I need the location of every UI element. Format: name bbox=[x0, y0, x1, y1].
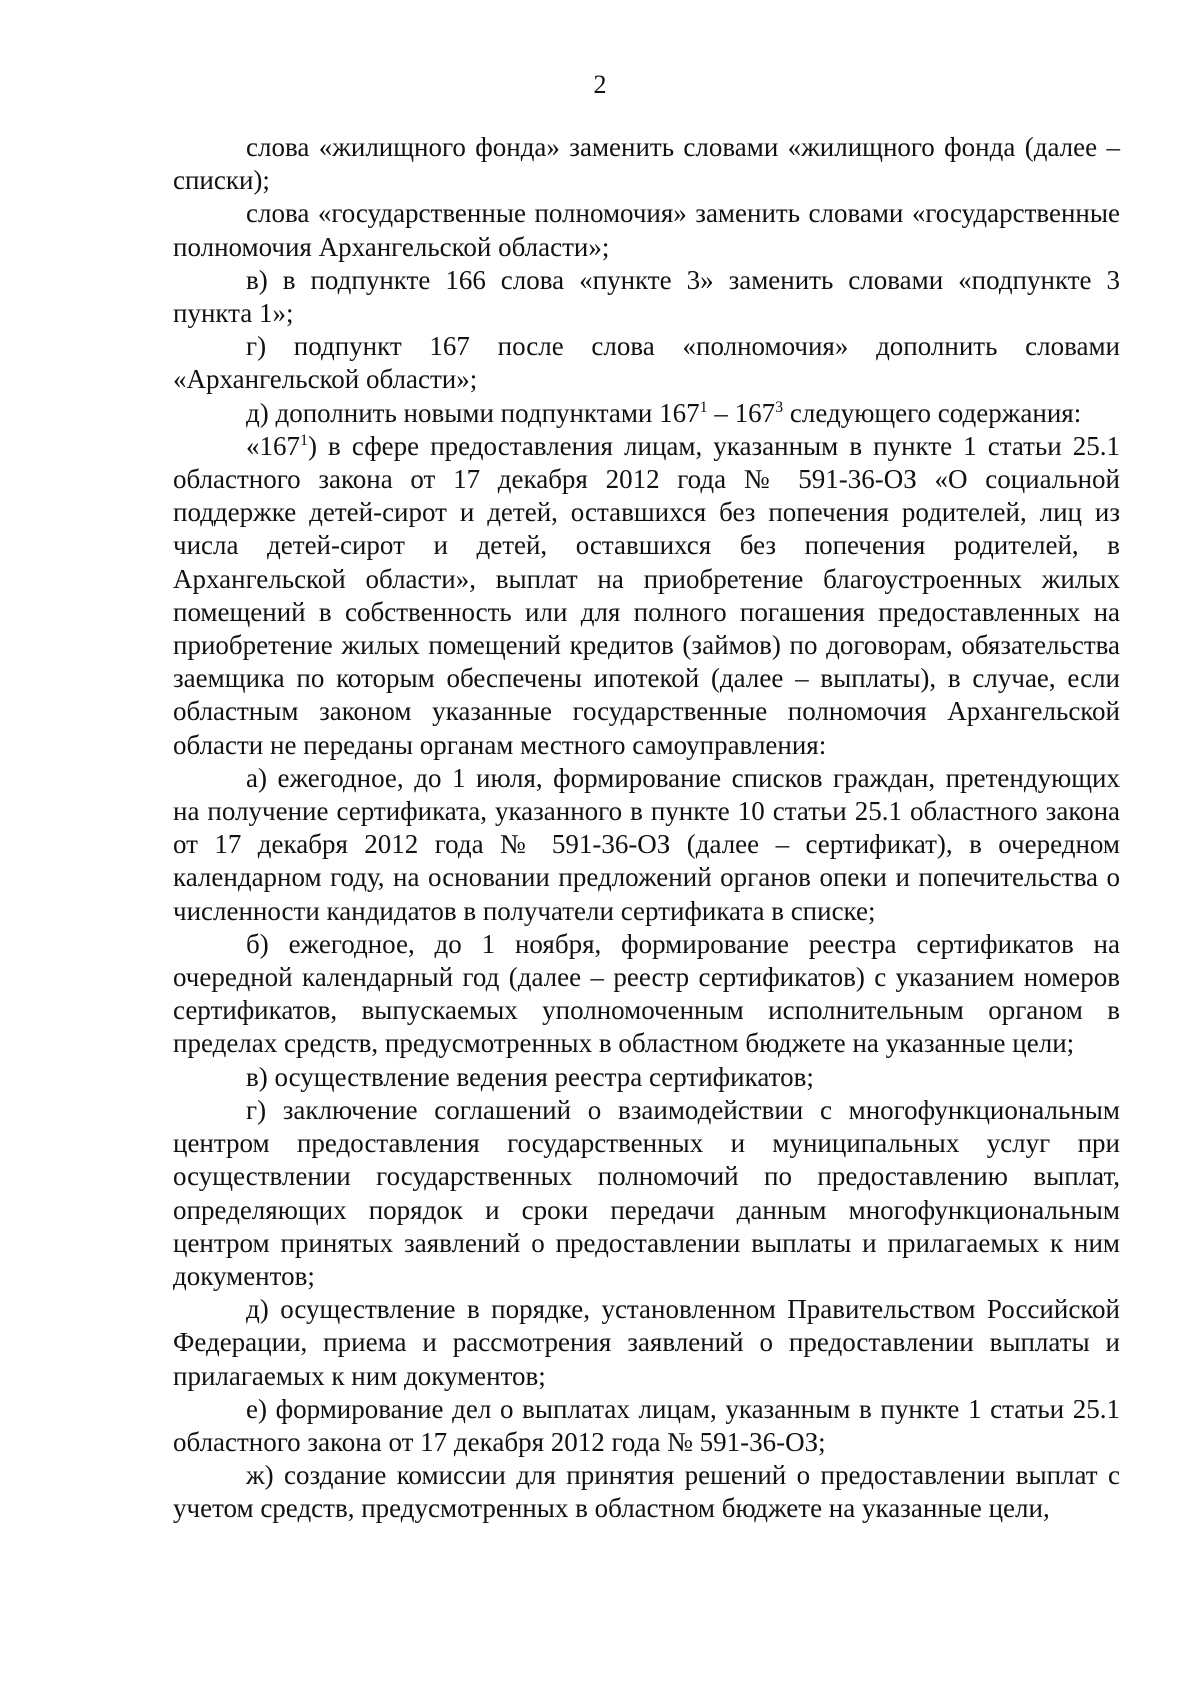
paragraph-text: следующего содержания: bbox=[783, 397, 1082, 428]
paragraph-text: ) в сфере предоставления лицам, указанным в пункте 1 статьи 25.1 областного закона от 17 декабря 2012 года № 591-36-ОЗ «О социальной поддержке детей-сирот и детей, оставшихся без попечения родителей, лиц из числа детей-сирот и детей, оставшихся без попечения родителей, в Архангельской области», выплат на приобретение благоустроенных жилых помещений в собственность или для полного погашения предоставленных на приобретение жилых помещений кредитов (займов) по договорам, обязательства заемщика по которым обеспечены ипотекой (далее – выплаты), в случае, если областным законом указанные государственные полномочия Архангельской области не переданы органам местного самоуправления: bbox=[173, 430, 1120, 760]
paragraph: а) ежегодное, до 1 июля, формирование списков граждан, претендующих на получение сертификата, указанного в пункте 10 статьи 25.1 областного закона от 17 декабря 2012 года № 591-36-ОЗ (далее – сертификат), в очередном календарном году, на основании предложений органов опеки и попечительства о численности кандидатов в получатели сертификата в списке; bbox=[173, 762, 1120, 926]
paragraph: д) осуществление в порядке, установленном Правительством Российской Федерации, приема и рассмотрения заявлений о предоставлении выплаты и прилагаемых к ним документов; bbox=[173, 1294, 1120, 1391]
paragraph: слова «жилищного фонда» заменить словами «жилищного фонда (далее – списки); bbox=[173, 132, 1120, 196]
paragraph: г) заключение соглашений о взаимодействии с многофункциональным центром предоставления государственных и муниципальных услуг при осуществлении государственных полномочий по предоставлению выплат, определяющих порядок и сроки передачи данным многофункциональным центром принятых заявлений о предоставлении выплаты и прилагаемых к ним документов; bbox=[173, 1094, 1120, 1291]
paragraph: е) формирование дел о выплатах лицам, указанным в пункте 1 статьи 25.1 областного закона от 17 декабря 2012 года № 591-36-ОЗ; bbox=[173, 1393, 1120, 1457]
paragraph: в) в подпункте 166 слова «пункте 3» заменить словами «подпункте 3 пункта 1»; bbox=[173, 264, 1120, 329]
paragraph: в) осуществление ведения реестра сертификатов; bbox=[246, 1061, 814, 1092]
paragraph: ж) создание комиссии для принятия решений о предоставлении выплат с учетом средств, предусмотренных в областном бюджете на указанные цели, bbox=[173, 1460, 1120, 1524]
paragraph: б) ежегодное, до 1 ноября, формирование реестра сертификатов на очередной календарный год (далее – реестр сертификатов) с указанием номеров сертификатов, выпускаемых уполномоченным исполнительным органом в пределах средств, предусмотренных в областном бюджете на указанные цели; bbox=[173, 928, 1120, 1059]
paragraph: г) подпункт 167 после слова «полномочия» дополнить словами «Архангельской области»; bbox=[173, 331, 1120, 395]
paragraph-text: – 167 bbox=[707, 397, 776, 428]
paragraph-new-subitems bbox=[173, 397, 1120, 430]
superscript: 3 bbox=[775, 398, 784, 416]
paragraph-text: «167 bbox=[246, 430, 300, 461]
document-body bbox=[173, 131, 1120, 1526]
page-number: 2 bbox=[593, 70, 607, 99]
paragraph: слова «государственные полномочия» заменить словами «государственные полномочия Архангельской области»; bbox=[173, 198, 1120, 262]
paragraph-subitem-167-1 bbox=[173, 430, 1120, 762]
superscript: 1 bbox=[699, 398, 708, 416]
superscript: 1 bbox=[300, 431, 308, 449]
paragraph-text: д) дополнить новыми подпунктами 167 bbox=[246, 397, 700, 428]
